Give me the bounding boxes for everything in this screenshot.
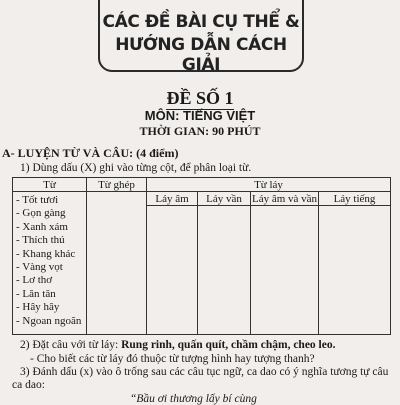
section-a-heading: A- LUYỆN TỪ VÀ CÂU: (4 điểm) [2,146,179,160]
exam-title [0,88,400,109]
exam-subject: MÔN: TIẾNG VIỆT [144,108,256,123]
col-header-tu-lay: Từ láy [147,178,391,192]
word-item: - Gọn gàng [16,207,66,220]
word-item: - Xanh xám [16,220,68,233]
question-2-sub: - Cho biết các từ láy đó thuộc từ tượng hình hay tượng thanh? [30,353,315,365]
question-2 [20,339,335,351]
sub-header-lay-am: Láy âm [147,192,198,206]
word-item: - Vàng vọt [16,260,63,273]
question-3-line-2: ca dao: [12,379,45,391]
word-item: - Ngoan ngoãn [16,314,82,327]
banner-line-2: HƯỚNG DẪN CÁCH GIẢI [115,35,287,75]
word-item: - Lăn tăn [16,287,56,300]
word-item: - Hây hây [16,301,60,314]
word-item: - Tốt tươi [16,194,59,206]
question-2-prefix: 2) Đặt câu với từ láy: [20,339,122,351]
classification-table [12,177,391,335]
col-header-tu-ghep: Từ ghép [87,178,147,192]
question-1: 1) Dùng dấu (X) ghi vào từng cột, để phân loại từ. [20,162,252,174]
exam-time: THỜI GIAN: 90 PHÚT [139,124,261,138]
lay-am-cell[interactable] [147,206,198,335]
lay-am-van-cell[interactable] [251,206,319,335]
sub-header-lay-van: Láy vần [198,192,251,206]
col-header-tu: Từ [13,178,87,192]
sub-header-lay-am-van: Láy âm và vần [251,192,318,205]
chapter-banner [98,0,304,75]
word-item: - Thích thú [16,234,65,247]
banner-line-1: CÁC ĐỀ BÀI CỤ THỂ & [102,12,300,32]
lay-van-cell[interactable] [198,206,251,335]
tu-ghep-cell[interactable] [87,192,147,335]
poem-line: “Bầu ơi thương lấy bí cùng [130,393,257,405]
question-2-words: Rung rinh, quấn quít, chầm chậm, cheo leo. [121,339,336,351]
sub-header-lay-tieng: Láy tiếng [319,192,391,206]
lay-tieng-cell[interactable] [319,206,391,335]
question-3-line-1: 3) Đánh dấu (x) vào ô trống sau các câu tục ngữ, ca dao có ý nghĩa tương tự câu [20,366,389,378]
word-item: - Khang khác [16,247,76,260]
word-item: - Lơ thơ [16,274,53,287]
exam-title-text: ĐỀ SỐ 1 [166,88,234,108]
words-cell [13,192,87,335]
